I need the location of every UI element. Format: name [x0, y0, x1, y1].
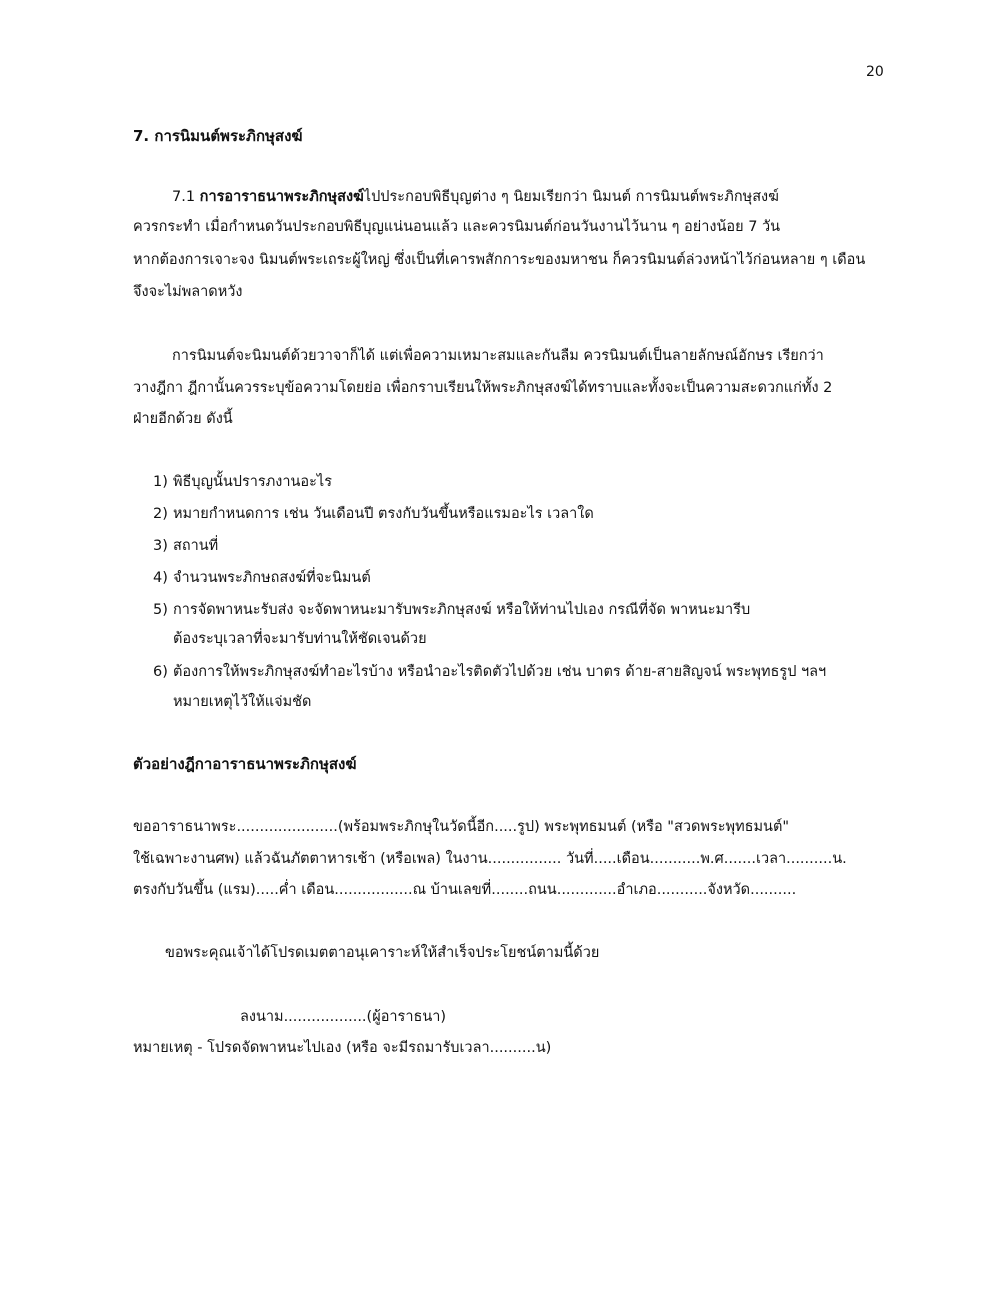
list-number: 2)	[153, 506, 168, 522]
list-number: 3)	[153, 538, 168, 554]
list-text: จำนวนพระภิกษถสงฆ์ที่จะนิมนต์	[173, 570, 371, 586]
list-text: พิธีบุญนั้นปรารภงานอะไร	[173, 474, 332, 490]
list-text: การจัดพาหนะรับส่ง จะจัดพาหนะมารับพระภิกษุสงฆ์ หรือให้ท่านไปเอง กรณีที่จัด พาหนะมารีบ	[173, 602, 751, 618]
list-item	[153, 598, 751, 647]
example-signature: ลงนาม..................(ผู้อาราธนา)	[240, 1009, 447, 1025]
para2-line3: ฝ่ายอีกด้วย ดังนี้	[133, 411, 233, 427]
list-number: 1)	[153, 474, 168, 490]
list-text: สถานที่	[173, 538, 219, 554]
list-number: 6)	[153, 664, 168, 680]
para1-line2: ควรกระทำ เมื่อกำหนดวันประกอบพิธีบุญแน่นอนแล้ว และควรนิมนต์ก่อนวันงานไว้นาน ๆ อย่างน้อย 7 วัน	[133, 219, 781, 235]
para1-lead-bold: การอาราธนาพระภิกษุสงฆ์	[199, 189, 364, 205]
list-item	[153, 566, 371, 589]
section-heading: 7. การนิมนต์พระภิกษุสงฆ์	[133, 127, 303, 145]
para1-line3: หากต้องการเจาะจง นิมนต์พระเถระผู้ใหญ่ ซึ่งเป็นที่เคารพสักการะของมหาชน ก็ควรนิมนต์ล่วงหน้าไว้ก่อนหลาย ๆ เดือน	[133, 252, 866, 268]
example-line2: ใช้เฉพาะงานศพ) แล้วฉันภัตตาหารเช้า (หรือเพล) ในงาน................ วันที่.....เดือน...........พ.ศ.......เวลา..........น.	[133, 851, 847, 867]
example-line3: ตรงกับวันขึ้น (แรม).....ค่ำ เดือน.................ณ บ้านเลขที่........ถนน.............อำเภอ...........จังหวัด..........	[133, 882, 797, 898]
example-note: หมายเหตุ - โปรดจัดพาหนะไปเอง (หรือ จะมีรถมารับเวลา..........น)	[133, 1040, 552, 1056]
para1-line4: จึงจะไม่พลาดหวัง	[133, 284, 243, 300]
list-item	[153, 502, 594, 525]
para1-line1-rest: ไปประกอบพิธีบุญต่าง ๆ นิยมเรียกว่า นิมนต์ การนิมนต์พระภิกษุสงฆ์	[363, 189, 779, 205]
example-line1: ขออาราธนาพระ......................(พร้อมพระภิกษุในวัดนี้อีก.....รูป) พระพุทธมนต์ (หรือ "สวดพระพุทธมนต์"	[133, 819, 790, 835]
para2-line2: วางฎีกา ฎีกานั้นควรระบุข้อความโดยย่อ เพื่อกราบเรียนให้พระภิกษุสงฆ์ได้ทราบและทั้งจะเป็นความสะดวกแก่ทั้ง 2	[133, 380, 833, 396]
para1-line1	[172, 185, 779, 208]
list-text: ต้องการให้พระภิกษุสงฆ์ทำอะไรบ้าง หรือนำอะไรติดตัวไปด้วย เช่น บาตร ด้าย-สายสิญจน์ พระพุทธรูป ฯลฯ	[173, 664, 827, 680]
para2-line1: การนิมนต์จะนิมนต์ด้วยวาจาก็ได้ แต่เพื่อความเหมาะสมและกันลืม ควรนิมนต์เป็นลายลักษณ์อักษร เรียกว่า	[172, 348, 824, 364]
list-text-continued: หมายเหตุไว้ให้แจ่มชัด	[173, 694, 312, 710]
list-text-continued: ต้องระบุเวลาที่จะมารับท่านให้ชัดเจนด้วย	[173, 631, 427, 647]
list-text: หมายกำหนดการ เช่น วันเดือนปี ตรงกับวันขึ้นหรือแรมอะไร เวลาใด	[173, 506, 594, 522]
list-number: 5)	[153, 602, 168, 618]
page-number: 20	[866, 64, 884, 80]
example-thanks: ขอพระคุณเจ้าได้โปรดเมตตาอนุเคาราะห์ให้สำเร็จประโยชน์ตามนี้ด้วย	[165, 945, 600, 961]
list-number: 4)	[153, 570, 168, 586]
list-item	[153, 534, 218, 557]
para1-lead: 7.1	[172, 189, 200, 205]
list-item	[153, 660, 827, 710]
example-heading: ตัวอย่างฎีกาอาราธนาพระภิกษุสงฆ์	[133, 755, 357, 773]
list-item	[153, 470, 332, 493]
